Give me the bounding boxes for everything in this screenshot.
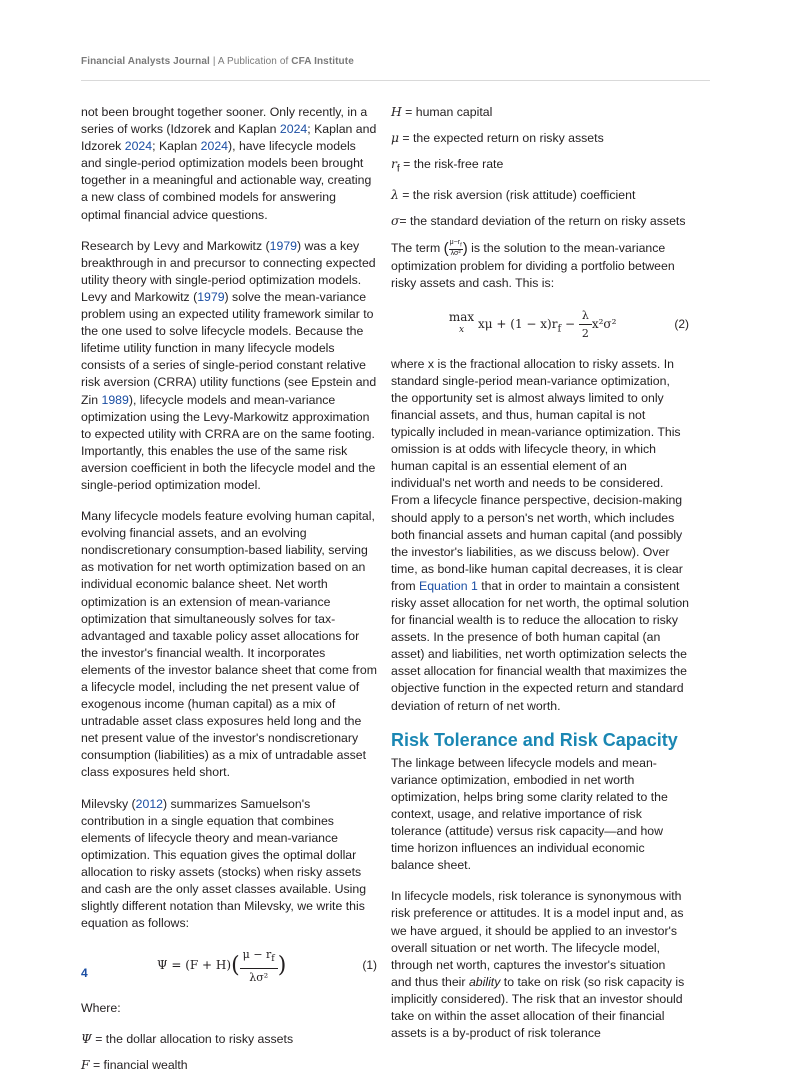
equation-fraction bbox=[579, 307, 592, 342]
text-run: ; Kaplan bbox=[152, 139, 201, 154]
text-run: ; Kaplan and Idzorek bbox=[81, 122, 377, 154]
subscript: f bbox=[396, 163, 400, 175]
text-run: not been brought together sooner. Only recently, in a series of works (Idzorek and Kaplan bbox=[81, 105, 368, 137]
emphasis: ability bbox=[468, 974, 501, 989]
left-paragraph-4 bbox=[81, 796, 377, 933]
equation-term: xμ + (1 − x)r bbox=[474, 316, 558, 331]
definition-item bbox=[391, 213, 689, 230]
text-run: The term bbox=[391, 240, 444, 255]
equation-term: x²σ² bbox=[591, 316, 617, 331]
right-paragraph-2: The linkage between lifecycle models and mean-variance optimization, embodied in net worth optimization, helps bring some clarity related to the context, usage, and relative importance of risk tolerance (attitude) versus risk capacity—and how time horizon influences an individual economic balance sheet. bbox=[391, 755, 668, 873]
subscript: f bbox=[557, 322, 562, 334]
definition-item bbox=[391, 156, 689, 178]
equation-number: (1) bbox=[362, 958, 377, 973]
definition-text: = human capital bbox=[401, 105, 493, 119]
equation-2 bbox=[391, 307, 689, 342]
definition-text: = the standard deviation of the return on risky assets bbox=[399, 213, 686, 228]
text-run: to take on risk (so risk capacity is implicitly considered). The risk that an investor should take on within the asset allocation of their financial assets is a by-product of risk tolerance bbox=[391, 974, 685, 1041]
citation-link[interactable]: 2012 bbox=[135, 796, 164, 811]
fraction-denominator: λσ² bbox=[249, 970, 269, 984]
definition-item bbox=[391, 187, 689, 204]
symbol: F bbox=[81, 1057, 90, 1072]
right-paragraph-1 bbox=[391, 356, 689, 715]
page-number: 4 bbox=[81, 966, 88, 980]
where-label: Where: bbox=[81, 1000, 121, 1015]
definition-item bbox=[81, 1031, 377, 1048]
equation-number: (2) bbox=[674, 316, 689, 331]
text-run: ), have lifecycle models and single-period optimization models been brought together in a meaningful and actionable way, creating a new class of combined models for answering optimal financial advice questions. bbox=[81, 139, 372, 222]
definition-text: = financial wealth bbox=[89, 1057, 188, 1072]
symbol: H bbox=[391, 105, 402, 119]
header-divider bbox=[81, 80, 710, 81]
citation-link[interactable]: 1989 bbox=[101, 392, 129, 407]
text-run: ) summarizes Samuelson's contribution in a single equation that combines elements of lifecycle theory and mean-variance optimization. This equation gives the optimal dollar allocation to risky assets (stocks) when risky assets and cash are the only asset classes available. Using slightly different notation than Milevsky, we write this equation as follows: bbox=[81, 796, 367, 931]
equation-1 bbox=[81, 946, 377, 985]
fraction-numerator: λ bbox=[579, 307, 592, 325]
equation-link[interactable]: Equation 1 bbox=[419, 578, 478, 593]
citation-link[interactable]: 1979 bbox=[269, 238, 297, 253]
left-column bbox=[81, 104, 377, 1083]
left-paragraph-3: Many lifecycle models feature evolving human capital, evolving financial assets, and an evolving nondiscretionary consumption-based liability, serving as motivation for net worth optimization based on an individual economic balance sheet. Net worth optimization is an extension of mean-variance optimization that simultaneously solves for tax-advantaged and taxable policy asset allocations for the investor's financial wealth. It incorporates elements of the investor balance sheet that come from a lifecycle model, including the net present value of exogenous income (human capital) as a mix of untradable asset class exposures held long and the net present value of the investor's nondiscretionary consumption (liabilities) as a mix of untradable asset class exposures held short. bbox=[81, 509, 377, 780]
equation-2-body bbox=[391, 307, 674, 342]
max-operator: max bbox=[448, 310, 475, 325]
institute-name: CFA Institute bbox=[291, 56, 354, 67]
text-run: Research by Levy and Markowitz ( bbox=[81, 238, 270, 253]
equation-fraction bbox=[240, 946, 278, 985]
inline-fraction bbox=[449, 239, 463, 258]
term-paragraph: The term ( $\frac{\mu-r_f}{\text{λσ²}}$) is the solution to the mean-variance optimization problem for dividing a portfolio between risky assets and cash. This is: bbox=[391, 238, 675, 291]
equation-1-body: Ψ = (F + H)( $\frac{\mu - r_f}{\text{λσ²}}$ ) bbox=[81, 946, 362, 985]
text-run: where x is the fractional allocation to risky assets. In standard single-period mean-variance optimization, the opportunity set is almost always limited to only financial assets, and thus, human capital is not typically included in mean-variance optimization. This omission is at odds with lifecycle theory, in which human capital is an essential element of an individual's net worth and needs to be considered. From a lifecycle finance perspective, decision-making should apply to a person's net worth, which includes both financial assets and human capital (and possibly the investor's liabilities, as we discuss below). Over time, as bond-like human capital decreases, it is clear from bbox=[391, 356, 683, 593]
definition-item bbox=[391, 104, 689, 121]
citation-link[interactable]: 1979 bbox=[197, 289, 225, 304]
definition-text: = the expected return on risky assets bbox=[399, 131, 604, 146]
fraction-numerator: μ−r bbox=[449, 238, 461, 246]
citation-link[interactable]: 2024 bbox=[279, 122, 308, 137]
equation-operator: − bbox=[561, 316, 579, 331]
text-run: ) solve the mean-variance problem using an expected utility framework similar to the one used to solve lifecycle models. Because the lifetime utility function in many lifecycle models consists of a series of single-period constant relative risk aversion (CRRA) utility functions (see Epstein and Zin bbox=[81, 289, 377, 407]
citation-link[interactable]: 2024 bbox=[200, 139, 229, 154]
fraction-denominator: 2 bbox=[581, 326, 589, 340]
symbol: r bbox=[391, 157, 397, 172]
definition-text: = the dollar allocation to risky assets bbox=[91, 1031, 294, 1046]
text-run: Milevsky ( bbox=[81, 796, 136, 811]
right-paragraph-3 bbox=[391, 888, 689, 1042]
text-run: that in order to maintain a consistent risky asset allocation for net worth, the optimal solution for financial wealth is to reduce the allocation to risky assets. In the presence of both human capital (an asset) and liabilities, net worth optimization selects the asset allocation for financial wealth that maximizes the objective function in the expected return and standard deviation of return of net worth. bbox=[391, 578, 690, 713]
definition-item bbox=[81, 1057, 377, 1074]
subscript: f bbox=[271, 953, 275, 965]
left-paragraph-2 bbox=[81, 238, 377, 494]
left-paragraph-1 bbox=[81, 104, 377, 224]
running-header bbox=[81, 56, 354, 67]
journal-name: Financial Analysts Journal bbox=[81, 56, 210, 67]
fraction-numerator: μ − r bbox=[242, 948, 272, 962]
section-heading: Risk Tolerance and Risk Capacity bbox=[391, 729, 678, 750]
text-run: ) was a key breakthrough in and precursor to connecting expected utility theory with single-period optimization models. Levy and Markowitz ( bbox=[81, 238, 376, 304]
symbol: Ψ bbox=[81, 1031, 92, 1046]
text-run: In lifecycle models, risk tolerance is synonymous with risk preference or attitudes. It is a model input and, as we have argued, it should be applied to an investor's overall situation or net worth. The lifecycle model, through net worth, captures the investor's situation and thus their bbox=[391, 889, 684, 989]
definition-text: = the risk-free rate bbox=[399, 157, 504, 172]
definition-text: = the risk aversion (risk attitude) coefficient bbox=[398, 187, 636, 202]
subscript: f bbox=[460, 242, 462, 249]
text-run: ), lifecycle models and mean-variance optimization using the Levy-Markowitz approximation to expected utility with CRRA are on the same footing. Importantly, this enables the use of the same risk aversion coefficient in both the lifecycle model and the single-period optimization model. bbox=[81, 392, 376, 492]
publication-label: A Publication of bbox=[217, 56, 292, 67]
symbol: μ bbox=[391, 131, 399, 146]
citation-link[interactable]: 2024 bbox=[124, 139, 153, 154]
symbol: σ bbox=[391, 213, 400, 228]
max-subscript: x bbox=[459, 325, 465, 336]
right-column bbox=[391, 104, 689, 1056]
definition-item bbox=[391, 130, 689, 147]
fraction-denominator: λσ² bbox=[450, 250, 461, 258]
text-run: is the solution to the mean-variance optimization problem for dividing a portfolio between risky assets and cash. This is: bbox=[391, 240, 675, 291]
symbol: λ bbox=[391, 187, 399, 202]
equation-lhs: Ψ = (F + H) bbox=[157, 958, 232, 973]
header-separator: | bbox=[209, 56, 218, 67]
